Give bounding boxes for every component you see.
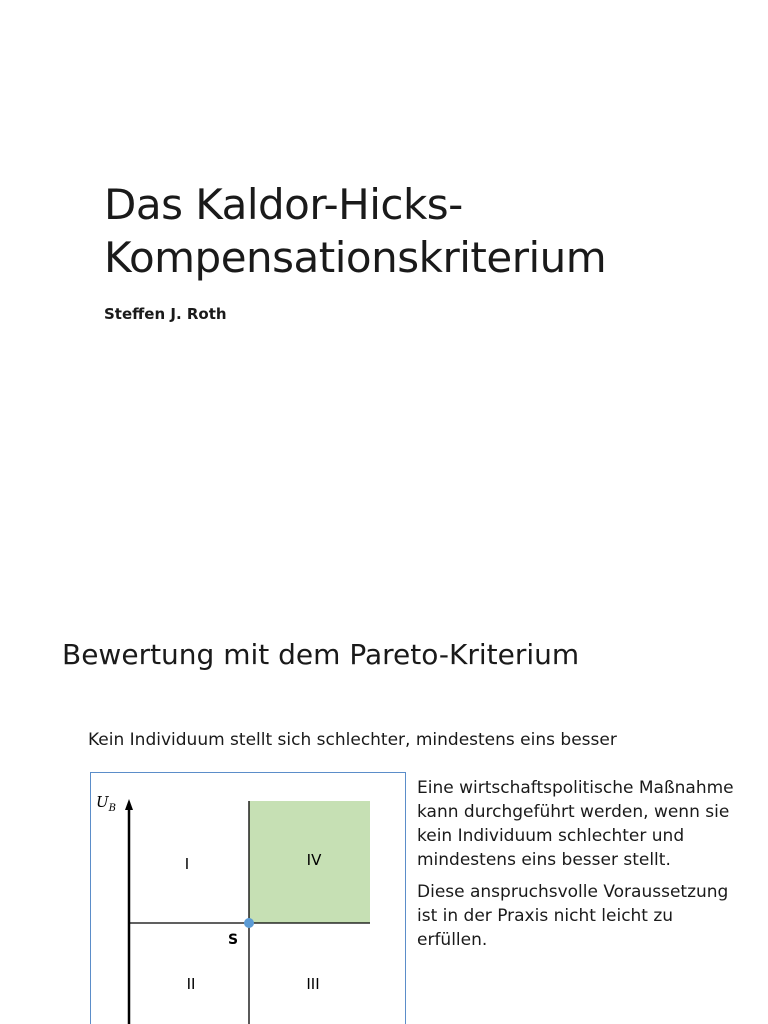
quadrant-iii-label: III [306,975,320,993]
pareto-diagram [90,772,406,1024]
explanation-paragraph-2: Diese anspruchsvolle Voraussetzung ist in der Praxis nicht leicht zu erfüllen. [417,882,729,950]
y-axis-arrow-icon [125,799,133,810]
slide-title-line-1: Das Kaldor-Hicks- [104,180,463,229]
explanation-text [417,776,747,960]
slide-title [104,178,744,284]
y-axis-label: $U_B$ [96,793,117,814]
quadrant-ii-label: II [186,975,196,993]
slide-heading: Bewertung mit dem Pareto-Kriterium [62,638,580,671]
pareto-diagram-svg [91,773,406,1024]
quadrant-i-label: I [184,855,190,873]
content-slide [0,576,768,1024]
slide-subheading: Kein Individuum stellt sich schlechter, mindestens eins besser [88,730,617,750]
author-name: Steffen J. Roth [104,305,227,323]
point-s-label: S [227,932,239,948]
slide-title-line-2: Kompensationskriterium [104,233,607,282]
quadrant-iv-label: IV [306,851,322,869]
status-quo-point [244,918,254,928]
explanation-paragraph-1: Eine wirtschaftspolitische Maßnahme kann durchgeführt werden, wenn sie kein Individuum schlechter und mindestens eins besser stellt. [417,778,734,870]
